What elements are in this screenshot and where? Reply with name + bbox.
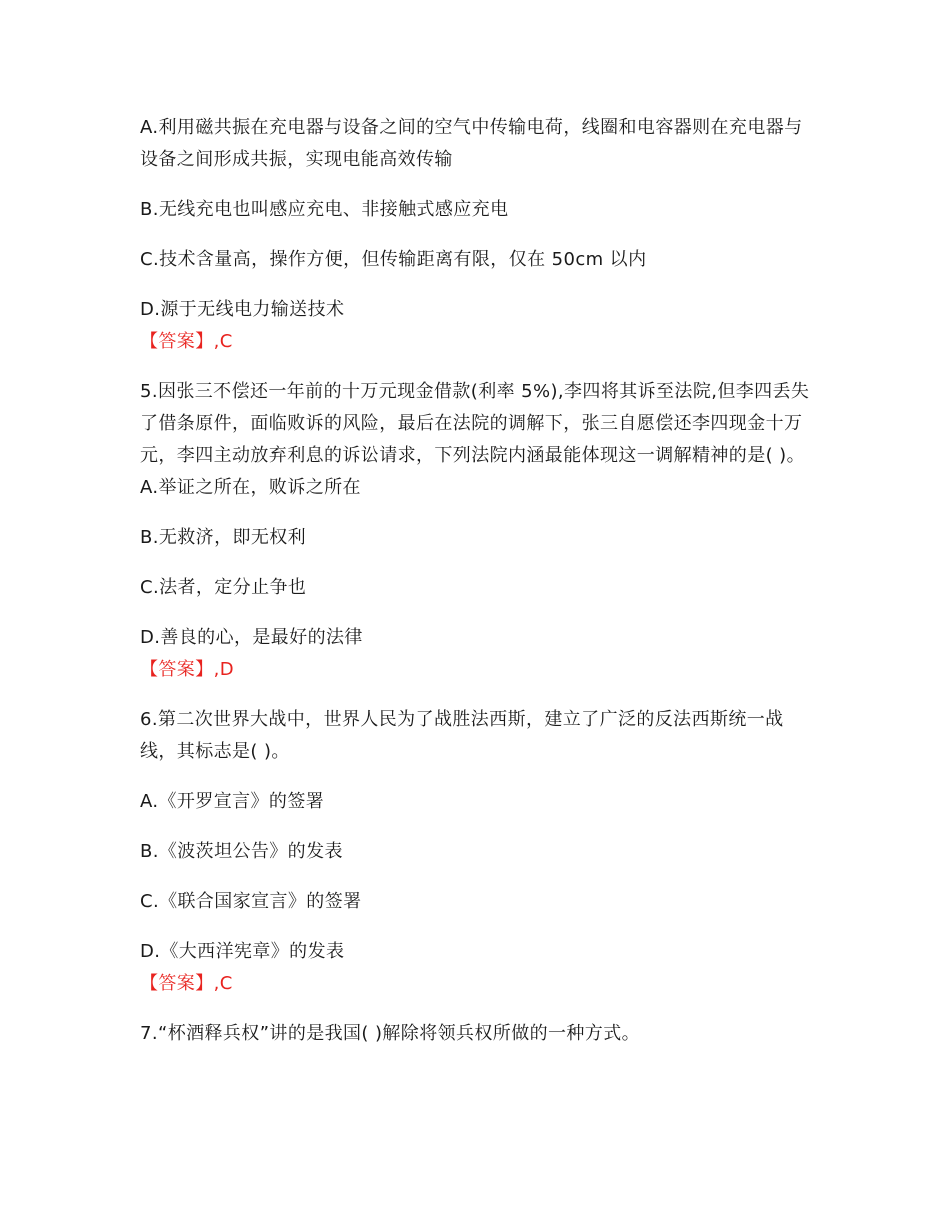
q5-answer — [140, 654, 820, 686]
q6-option-c: C.《联合国家宣言》的签署 — [140, 891, 362, 912]
q5-option-b: B.无救济，即无权利 — [140, 527, 307, 548]
q4-option-a: A.利用磁共振在充电器与设备之间的空气中传输电荷，线圈和电容器则在充电器与设备之间形成共振，实现电能高效传输 — [140, 117, 803, 170]
q4-answer — [140, 326, 820, 358]
q4-option-c: C.技术含量高，操作方便，但传输距离有限，仅在 50cm 以内 — [140, 249, 647, 270]
q4-option-d: D.源于无线电力输送技术 — [140, 299, 345, 320]
q5-answer-value: ,D — [213, 659, 234, 680]
q5-option-c: C.法者，定分止争也 — [140, 577, 307, 598]
q5-option-d: D.善良的心，是最好的法律 — [140, 627, 363, 648]
q4-option-b: B.无线充电也叫感应充电、非接触式感应充电 — [140, 199, 509, 220]
q5-answer-label: 【答案】 — [140, 659, 214, 680]
q6-answer — [140, 968, 820, 1000]
q6-option-a: A.《开罗宣言》的签署 — [140, 791, 325, 812]
q6-option-b: B.《波茨坦公告》的发表 — [140, 841, 343, 862]
q6-option-d: D.《大西洋宪章》的发表 — [140, 941, 345, 962]
q5-stem: 5.因张三不偿还一年前的十万元现金借款(利率 5%),李四将其诉至法院,但李四丢失了借条原件，面临败诉的风险，最后在法院的调解下，张三自愿偿还李四现金十万元，李四主动放弃利息的诉讼请求，下列法院内涵最能体现这一调解精神的是( )。 A.举证之所在，败诉之所在 — [140, 381, 810, 498]
q6-stem: 6.第二次世界大战中，世界人民为了战胜法西斯，建立了广泛的反法西斯统一战线，其标志是( )。 — [140, 709, 784, 762]
q4-answer-label: 【答案】 — [140, 331, 214, 352]
q4-answer-value: ,C — [213, 331, 233, 352]
q6-answer-value: ,C — [213, 973, 233, 994]
q7-stem: 7.“杯酒释兵权”讲的是我国( )解除将领兵权所做的一种方式。 — [140, 1023, 640, 1044]
question-content — [140, 112, 820, 1050]
q6-answer-label: 【答案】 — [140, 973, 214, 994]
